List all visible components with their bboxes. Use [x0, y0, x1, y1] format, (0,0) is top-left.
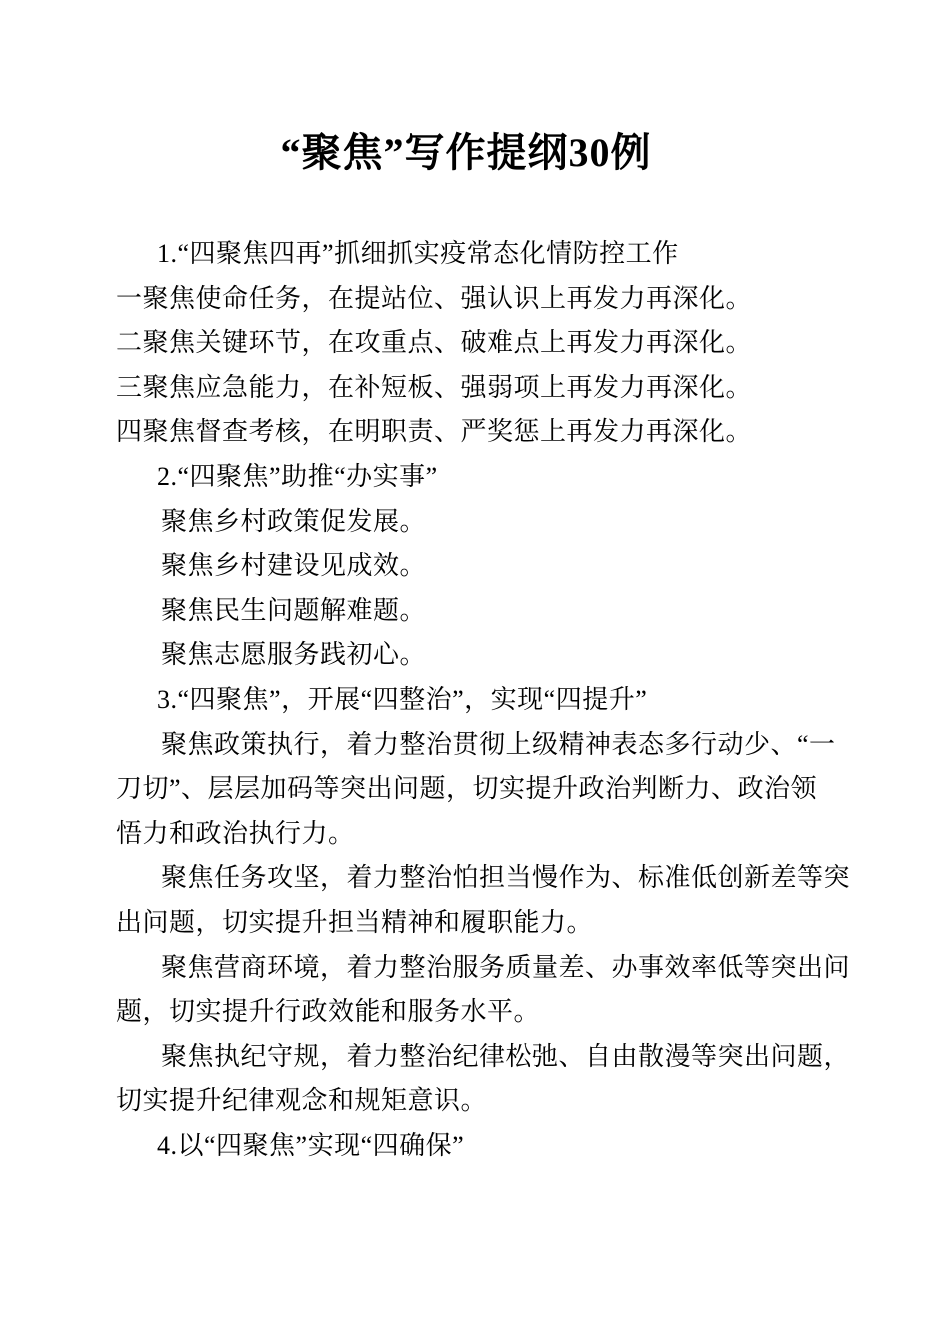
text-line: 出问题，切实提升担当精神和履职能力。 — [116, 907, 594, 937]
text-line: 一聚焦使命任务，在提站位、强认识上再发力再深化。 — [116, 283, 753, 313]
text-line-heading-2: 2.“四聚焦”助推“办实事” — [157, 461, 438, 491]
text-line: 切实提升纪律观念和规矩意识。 — [116, 1086, 488, 1116]
text-line: 刀切”、层层加码等突出问题，切实提升政治判断力、政治领 — [116, 774, 818, 804]
text-line: 四聚焦督查考核，在明职责、严奖惩上再发力再深化。 — [116, 417, 753, 447]
text-line: 聚焦民生问题解难题。 — [161, 595, 427, 625]
text-line: 悟力和政治执行力。 — [116, 818, 355, 848]
document-body — [116, 232, 851, 1168]
document-title: “聚焦”写作提纲30例 — [280, 130, 652, 175]
text-line: 聚焦营商环境，着力整治服务质量差、办事效率低等突出问 — [161, 952, 851, 982]
text-line: 二聚焦关键环节，在攻重点、破难点上再发力再深化。 — [116, 328, 753, 358]
text-line: 聚焦政策执行，着力整治贯彻上级精神表态多行动少、“一 — [161, 729, 836, 759]
text-line-heading-1: 1.“四聚焦四再”抓细抓实疫常态化情防控工作 — [157, 239, 679, 268]
text-line: 聚焦执纪守规，着力整治纪律松弛、自由散漫等突出问题， — [161, 1041, 851, 1071]
text-line: 聚焦乡村建设见成效。 — [161, 551, 427, 581]
text-line: 聚焦乡村政策促发展。 — [161, 506, 427, 536]
text-line-heading-4: 4.以“四聚焦”实现“四确保” — [157, 1130, 465, 1160]
text-line: 聚焦任务攻坚，着力整治怕担当慢作为、标准低创新差等突 — [161, 863, 851, 893]
text-line-heading-3: 3.“四聚焦”，开展“四整治”，实现“四提升” — [157, 684, 648, 714]
text-line: 聚焦志愿服务践初心。 — [161, 640, 427, 670]
text-line: 三聚焦应急能力，在补短板、强弱项上再发力再深化。 — [116, 372, 753, 402]
text-line: 题，切实提升行政效能和服务水平。 — [116, 997, 541, 1027]
